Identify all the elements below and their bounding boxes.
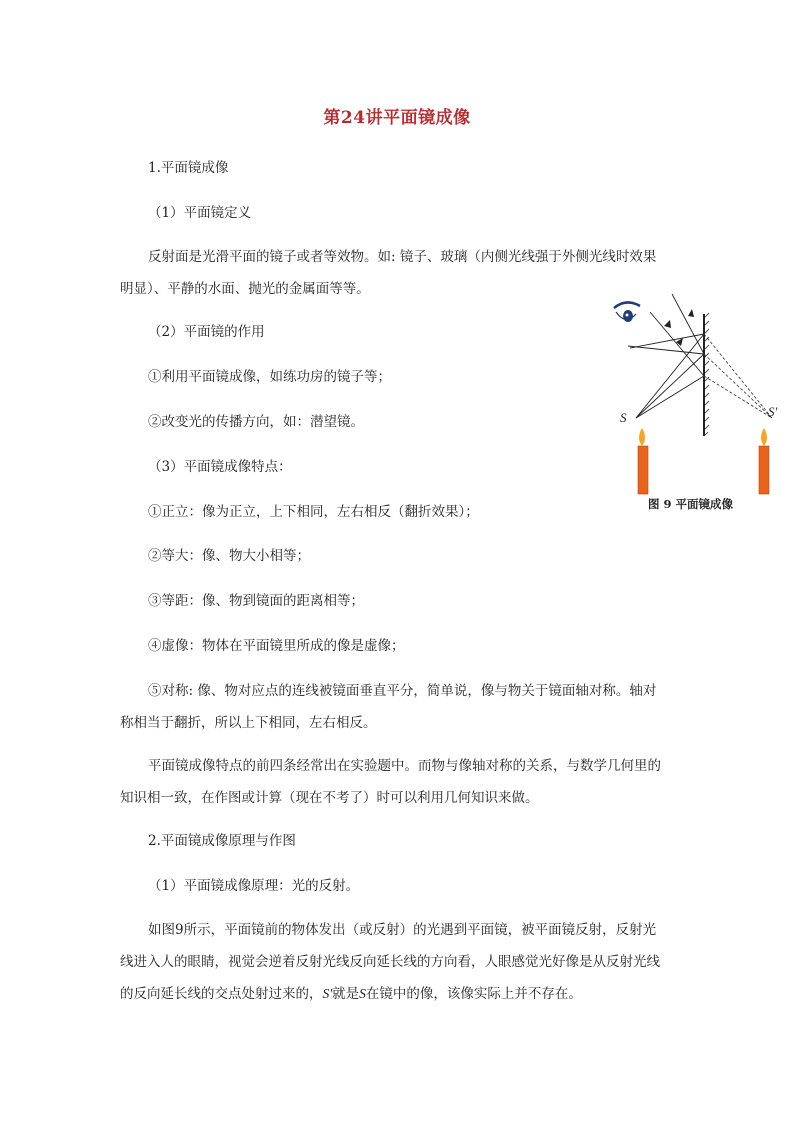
principle-line-1: 如图9所示，平面镜前的物体发出（或反射）的光遇到平面镜，被平面镜反射，反射光 [148, 922, 657, 938]
definition-text-line-1: 反射面是光滑平面的镜子或者等效物。如: 镜子、玻璃（内侧光线强于外侧光线时效果 [148, 249, 657, 265]
definition-text-line-2: 明显）、平静的水面、抛光的金属面等等。 [120, 281, 370, 297]
image-label: S' [768, 404, 778, 419]
section-2-heading: 2.平面镜成像原理与作图 [148, 833, 296, 849]
principle-line-3-part-a: 的反向延长线的交点处射过来的， [120, 986, 323, 1002]
principle-line-3-part-b: 就是 [332, 986, 360, 1002]
eye-icon [614, 302, 640, 322]
object-flame-icon [639, 428, 645, 446]
object-symbol: S [359, 986, 366, 1001]
principle-line-3 [120, 984, 582, 1004]
feature-item-4: ④虚像：物体在平面镜里所成的像是虚像； [148, 638, 405, 654]
feature-item-5-line-2: 称相当于翻折，所以上下相同，左右相反。 [120, 715, 377, 731]
feature-item-3: ③等距：像、物到镜面的距离相等； [148, 593, 364, 609]
use-item-2: ②改变光的传播方向，如：潜望镜。 [148, 414, 364, 430]
figure-caption: 图 9 平面镜成像 [648, 497, 734, 511]
mirror-figure [606, 286, 782, 516]
section-2-1-heading: （1）平面镜成像原理：光的反射。 [148, 878, 360, 894]
summary-line-1: 平面镜成像特点的前四条经常出在实验题中。而物与像轴对称的关系，与数学几何里的 [148, 758, 661, 774]
object-label: S [620, 410, 627, 425]
section-1-heading: 1.平面镜成像 [148, 160, 229, 176]
section-1-3-heading: （3）平面镜成像特点： [148, 459, 292, 475]
section-1-1-heading: （1）平面镜定义 [148, 205, 252, 221]
image-candle [759, 428, 769, 494]
use-item-1: ①利用平面镜成像，如练功房的镜子等； [148, 369, 391, 385]
section-1-2-heading: （2）平面镜的作用 [148, 324, 265, 340]
feature-item-5-line-1: ⑤对称: 像、物对应点的连线被镜面垂直平分，简单说，像与物关于镜面轴对称。轴对 [148, 683, 657, 699]
image-symbol: S' [322, 986, 333, 1001]
incident-rays [636, 334, 704, 418]
summary-line-2: 知识相一致，在作图或计算（现在不考了）时可以利用几何知识来做。 [120, 790, 539, 806]
image-flame-icon [761, 428, 767, 446]
principle-line-2: 线进入人的眼睛，视觉会逆着反射光线反向延长线的方向看，人眼感觉光好像是从反射光线 [120, 954, 660, 970]
object-candle [638, 428, 648, 494]
feature-item-1: ①正立：像为正立，上下相同，左右相反（翻折效果）； [148, 504, 479, 520]
virtual-extensions [704, 334, 772, 418]
feature-item-2: ②等大：像、物大小相等； [148, 548, 310, 564]
principle-line-3-part-c: 在镜中的像，该像实际上并不存在。 [365, 986, 582, 1002]
page-title: 第24讲平面镜成像 [323, 108, 471, 128]
